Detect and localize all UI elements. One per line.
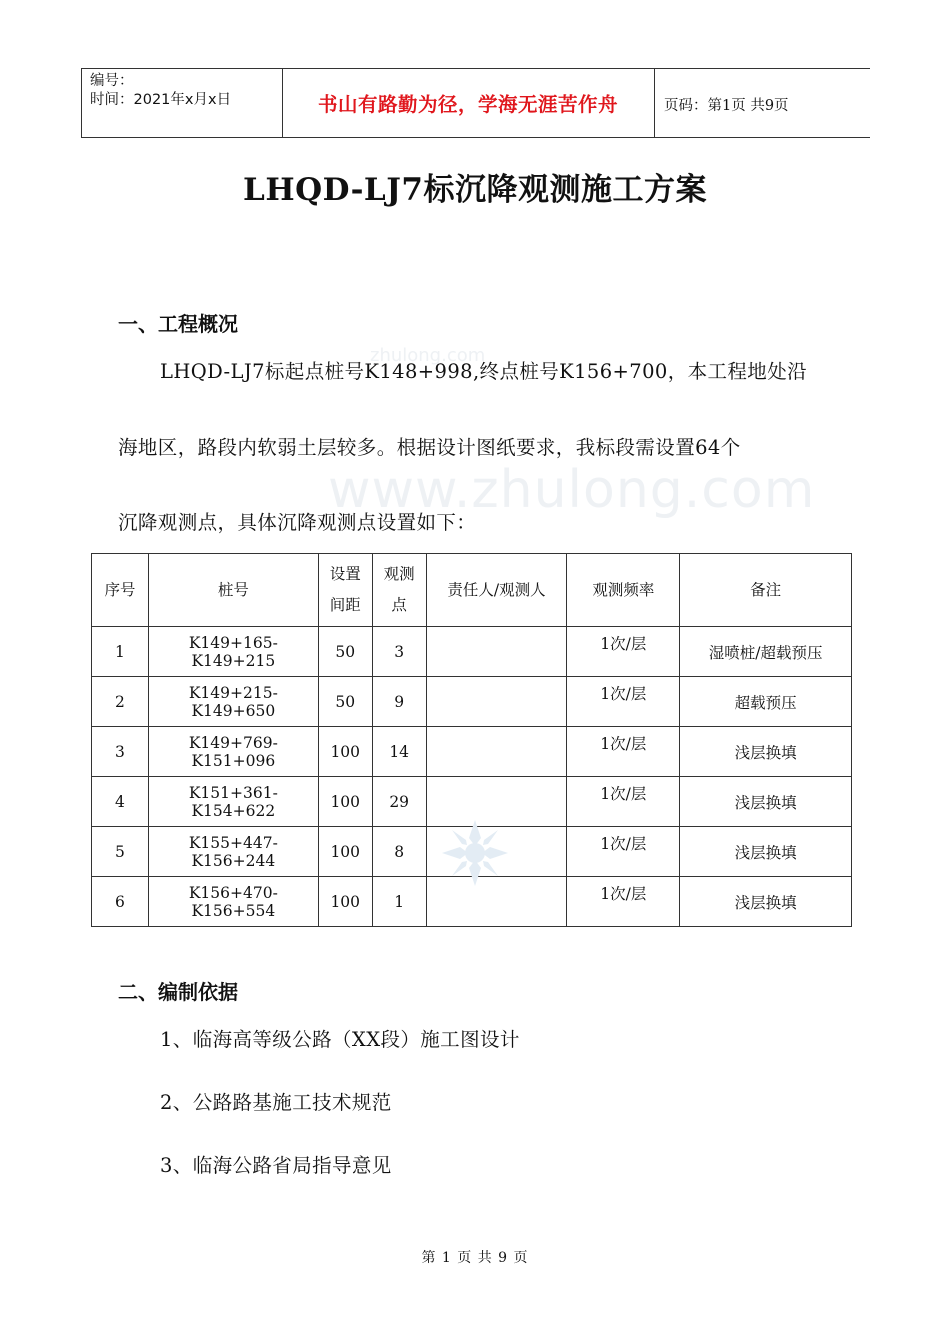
cell-seq: 2 (92, 677, 149, 727)
doc-number-label: 编号： (90, 73, 134, 89)
cell-frequency: 1次/层 (567, 677, 680, 727)
cell-frequency: 1次/层 (567, 877, 680, 927)
cell-seq: 1 (92, 627, 149, 677)
cell-spacing: 100 (318, 727, 372, 777)
cell-station: K156+470- K156+554 (148, 877, 318, 927)
cell-station: K149+215- K149+650 (148, 677, 318, 727)
table-row (92, 677, 852, 727)
table-row (92, 727, 852, 777)
section-heading: 二、编制依据 (118, 980, 238, 1004)
header-motto: 书山有路勤为径，学海无涯苦作舟 (317, 93, 618, 116)
cell-person (426, 627, 567, 677)
cell-points: 8 (372, 827, 426, 877)
header-spacing: 设置 间距 (318, 554, 372, 627)
watermark-snowflake-icon (440, 818, 510, 888)
header-meta (90, 72, 231, 110)
cell-seq: 4 (92, 777, 149, 827)
list-item: 1、临海高等级公路（XX段）施工图设计 (160, 1028, 520, 1051)
date-label: 时间：2021年x月x日 (90, 92, 232, 108)
cell-remark: 浅层换填 (680, 777, 852, 827)
header-points: 观测 点 (372, 554, 426, 627)
header-station: 桩号 (148, 554, 318, 627)
cell-spacing: 50 (318, 677, 372, 727)
section-heading: 一、工程概况 (118, 312, 238, 336)
header-page-number: 页码：第1页 共9页 (664, 98, 789, 114)
cell-person (426, 677, 567, 727)
cell-points: 29 (372, 777, 426, 827)
document-header (81, 68, 870, 138)
table-header-row (92, 554, 852, 627)
cell-remark: 湿喷桩/超载预压 (680, 627, 852, 677)
cell-seq: 6 (92, 877, 149, 927)
cell-remark: 浅层换填 (680, 877, 852, 927)
watermark: www.zhulong.com (328, 460, 816, 520)
cell-frequency: 1次/层 (567, 777, 680, 827)
cell-spacing: 100 (318, 877, 372, 927)
watermark-small: zhulong.com (370, 345, 486, 366)
paragraph-line: 沉降观测点，具体沉降观测点设置如下： (118, 511, 477, 534)
paragraph-line: LHQD-LJ7标起点桩号K148+998,终点桩号K156+700，本工程地处沿 (160, 360, 807, 383)
header-frequency: 观测频率 (567, 554, 680, 627)
header-divider (654, 69, 655, 137)
cell-person (426, 727, 567, 777)
cell-station: K151+361- K154+622 (148, 777, 318, 827)
page-footer: 第 1 页 共 9 页 (421, 1250, 529, 1266)
cell-remark: 浅层换填 (680, 727, 852, 777)
cell-spacing: 50 (318, 627, 372, 677)
cell-points: 1 (372, 877, 426, 927)
cell-spacing: 100 (318, 777, 372, 827)
cell-points: 14 (372, 727, 426, 777)
cell-remark: 浅层换填 (680, 827, 852, 877)
cell-spacing: 100 (318, 827, 372, 877)
list-item: 2、公路路基施工技术规范 (160, 1091, 392, 1114)
header-remark: 备注 (680, 554, 852, 627)
cell-points: 9 (372, 677, 426, 727)
cell-frequency: 1次/层 (567, 627, 680, 677)
table-row (92, 627, 852, 677)
header-person: 责任人/观测人 (426, 554, 567, 627)
cell-station: K149+165- K149+215 (148, 627, 318, 677)
cell-station: K149+769- K151+096 (148, 727, 318, 777)
cell-seq: 3 (92, 727, 149, 777)
cell-frequency: 1次/层 (567, 727, 680, 777)
document-title: LHQD-LJ7标沉降观测施工方案 (243, 172, 707, 208)
cell-station: K155+447- K156+244 (148, 827, 318, 877)
paragraph-line: 海地区，路段内软弱土层较多。根据设计图纸要求，我标段需设置64个 (118, 436, 741, 459)
cell-points: 3 (372, 627, 426, 677)
header-seq: 序号 (92, 554, 149, 627)
cell-frequency: 1次/层 (567, 827, 680, 877)
cell-seq: 5 (92, 827, 149, 877)
list-item: 3、临海公路省局指导意见 (160, 1154, 392, 1177)
header-divider (81, 69, 82, 137)
cell-remark: 超载预压 (680, 677, 852, 727)
